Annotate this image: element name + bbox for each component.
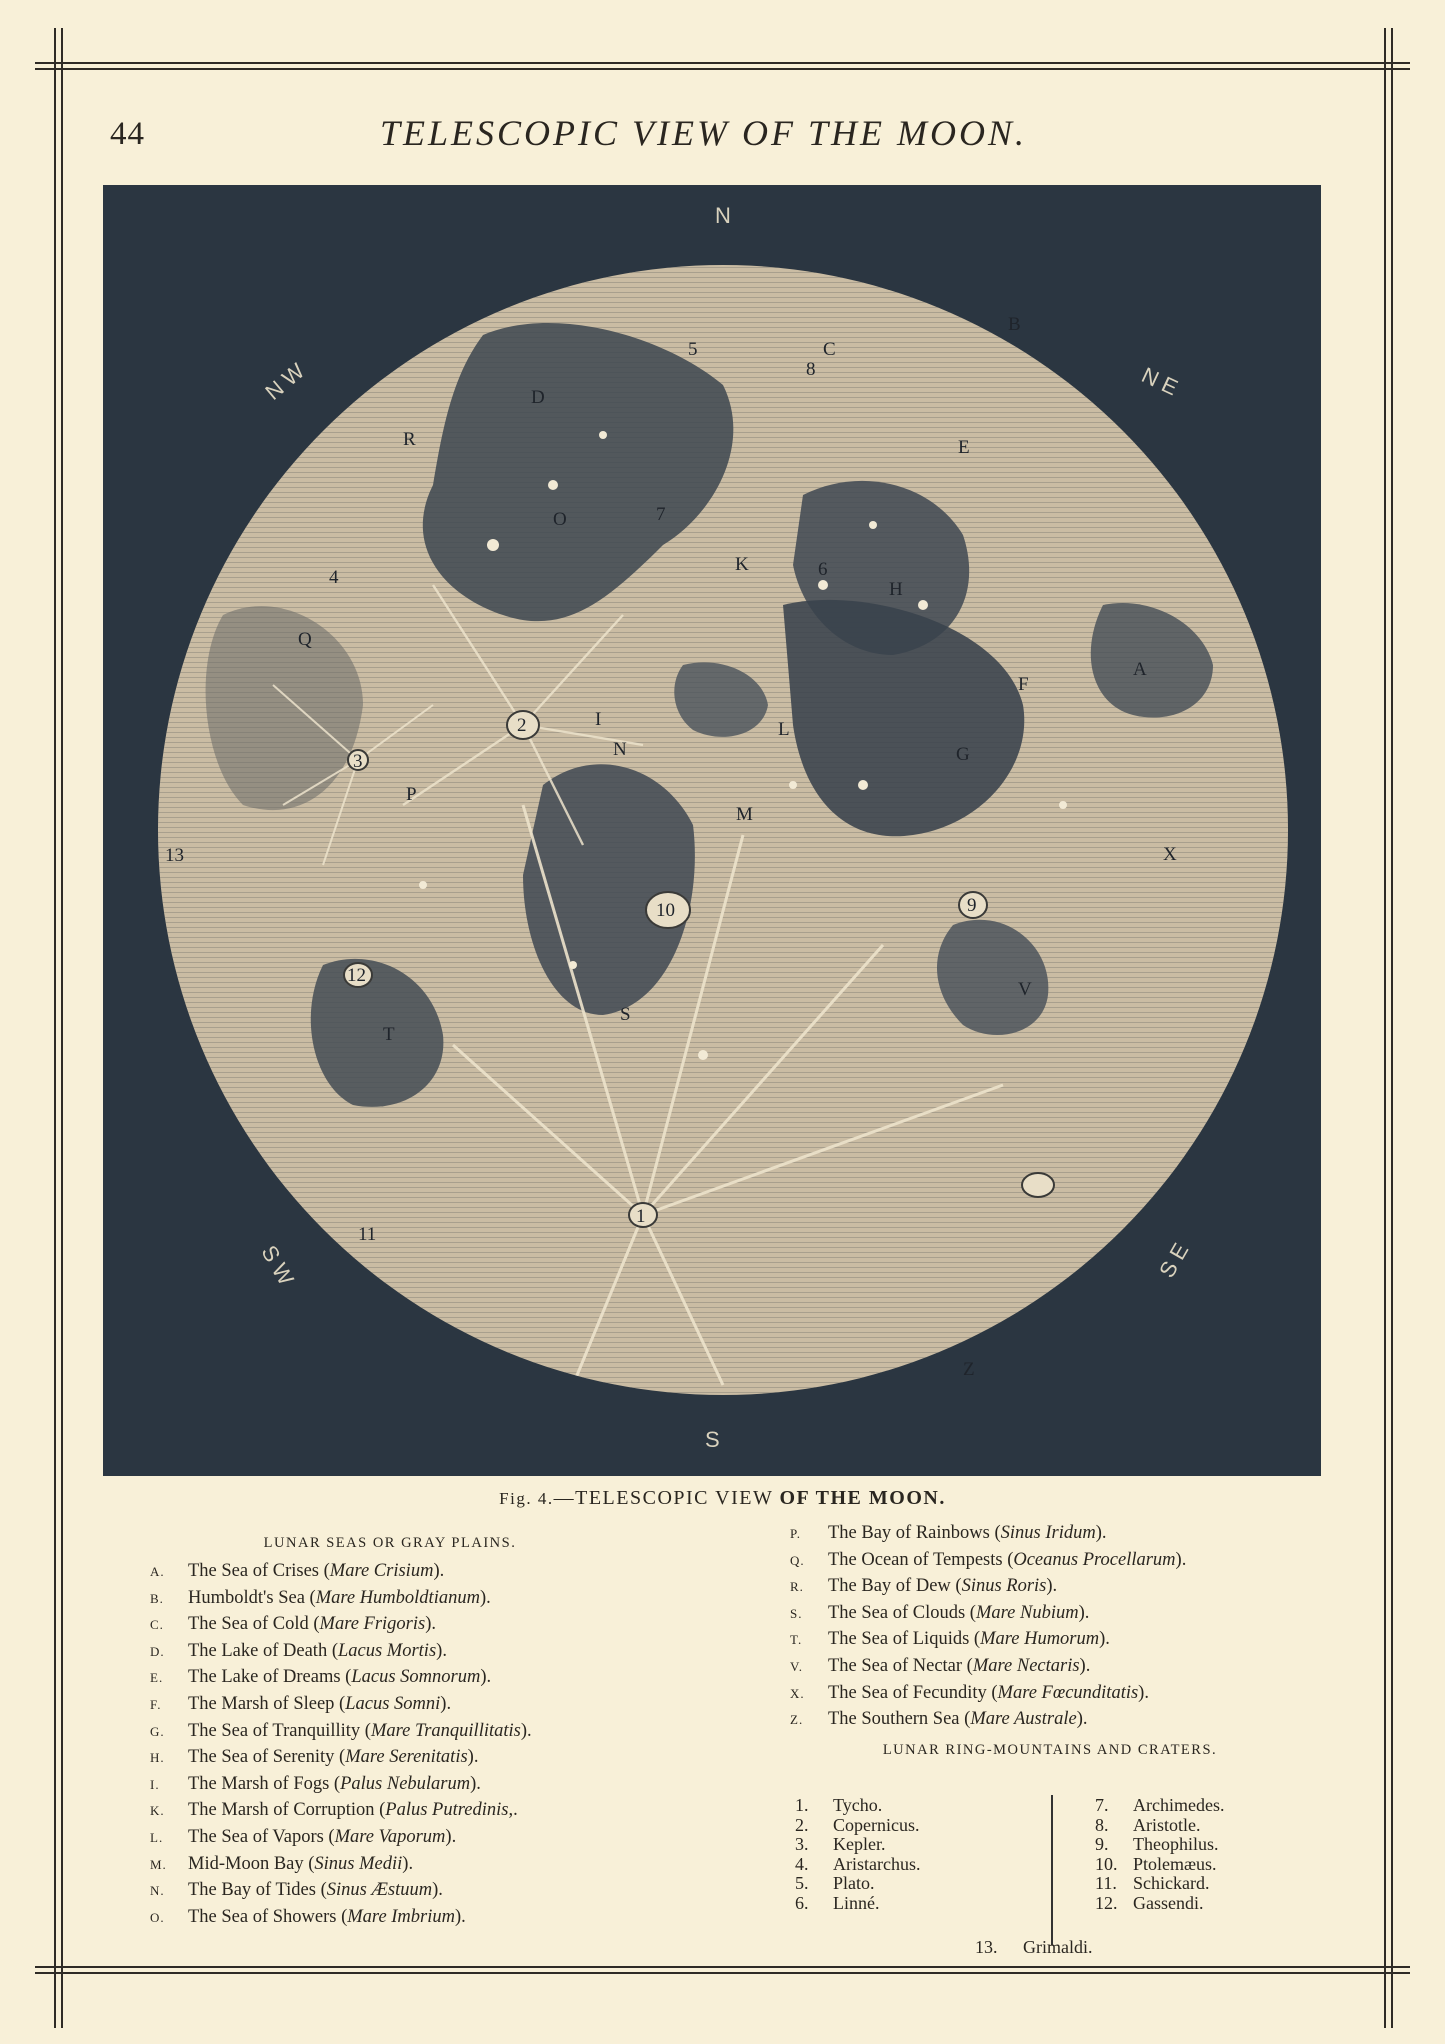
label-E: E [958, 437, 970, 458]
crater-number: 9. [1095, 1834, 1109, 1855]
label-P: P [406, 784, 417, 805]
crater-entry-13 [975, 1937, 1093, 1958]
bottom-border-rule-inner [35, 1972, 1410, 1974]
label-4: 4 [329, 567, 339, 588]
sea-latin-name: Mare Crisium [329, 1561, 434, 1581]
sea-entry [150, 1588, 750, 1615]
craters-divider [1051, 1795, 1053, 1945]
sea-key: G. [150, 1723, 165, 1739]
sea-punctuation: ). [425, 1614, 437, 1635]
label-2: 2 [517, 715, 527, 736]
crater-name: Schickard. [1133, 1873, 1210, 1894]
crater-name: Ptolemæus. [1133, 1853, 1217, 1874]
sea-punctuation: ). [479, 1587, 491, 1608]
compass-nw: NW [260, 354, 314, 405]
sea-latin-name: Mare Vaporum [334, 1826, 446, 1847]
sea-name: The Lake of Death ( [188, 1640, 338, 1661]
sea-key: T. [790, 1632, 803, 1648]
sea-name: The Marsh of Sleep ( [188, 1693, 346, 1714]
sea-name: The Ocean of Tempests ( [828, 1549, 1014, 1570]
label-H: H [889, 579, 903, 600]
sea-latin-name: Sinus Æstuum [326, 1880, 433, 1901]
sea-entry [790, 1550, 1410, 1577]
sea-entry [150, 1641, 750, 1668]
sea-key: O. [150, 1909, 165, 1925]
sea-key: S. [790, 1605, 803, 1621]
figure-caption-text: —TELESCOPIC VIEW [553, 1487, 780, 1509]
label-3: 3 [353, 751, 363, 772]
sea-entry [790, 1683, 1410, 1710]
sea-entry [150, 1561, 750, 1588]
sea-punctuation: ). [402, 1853, 414, 1874]
label-13: 13 [165, 845, 184, 866]
crater-number: 1. [795, 1795, 809, 1815]
sea-latin-name: Mare Fœcunditatis [997, 1682, 1139, 1703]
label-M: M [736, 804, 753, 825]
sea-punctuation: ). [445, 1826, 457, 1847]
sea-name: The Sea of Liquids ( [828, 1629, 981, 1650]
sea-name: The Sea of Crises ( [188, 1561, 330, 1581]
sea-key: I. [150, 1776, 160, 1792]
sea-key: D. [150, 1643, 165, 1659]
label-N: N [613, 739, 627, 760]
sea-entry [150, 1827, 750, 1854]
craters-list [795, 1795, 1355, 1955]
sea-key: K. [150, 1803, 165, 1819]
crater-entry [795, 1893, 920, 1913]
label-11: 11 [358, 1224, 377, 1245]
label-S: S [620, 1004, 631, 1025]
sea-punctuation: ). [1175, 1549, 1187, 1570]
crater-number: 4. [795, 1853, 809, 1874]
crater-number: 2. [795, 1814, 809, 1835]
seas-column-1 [150, 1535, 750, 1933]
sea-entry [790, 1576, 1410, 1603]
crater-name: Kepler. [833, 1834, 886, 1855]
crater-entry [795, 1834, 920, 1854]
sea-entry [150, 1747, 750, 1774]
sea-punctuation: ). [1095, 1523, 1107, 1543]
sea-name: The Marsh of Corruption ( [188, 1800, 386, 1821]
sea-punctuation: ). [520, 1720, 532, 1741]
label-B: B [1008, 314, 1021, 335]
sea-key: H. [150, 1750, 165, 1766]
label-D: D [531, 387, 545, 408]
sea-latin-name: Mare Serenitatis [345, 1747, 468, 1768]
seas-heading: LUNAR SEAS OR GRAY PLAINS. [263, 1535, 517, 1551]
compass-se: SE [1154, 1233, 1197, 1282]
sea-name: The Marsh of Fogs ( [188, 1773, 341, 1794]
sea-entry [150, 1907, 750, 1934]
crater-number: 6. [795, 1892, 809, 1913]
bottom-border-rule [35, 1966, 1410, 1968]
crater-number: 10. [1095, 1853, 1118, 1874]
sea-entry [150, 1667, 750, 1694]
sea-latin-name: Mare Tranquillitatis [370, 1720, 521, 1741]
sea-latin-name: Sinus Iridum [1000, 1523, 1096, 1543]
label-9: 9 [967, 895, 977, 916]
sea-key: F. [150, 1696, 162, 1712]
left-border-rule [54, 28, 56, 2028]
crater-entry [1095, 1815, 1224, 1835]
figure-caption [0, 1487, 1445, 1510]
sea-key: M. [150, 1856, 167, 1872]
sea-key: Q. [790, 1552, 805, 1568]
figure-number: Fig. 4. [499, 1489, 554, 1508]
label-5: 5 [688, 339, 698, 360]
sea-entry [790, 1523, 1410, 1550]
label-1: 1 [636, 1206, 646, 1227]
sea-key: R. [790, 1579, 804, 1595]
sea-key: P. [790, 1526, 802, 1541]
crater-name: Plato. [833, 1873, 875, 1894]
sea-latin-name: Lacus Somnorum [351, 1667, 481, 1688]
crater-name: Aristotle. [1133, 1814, 1201, 1835]
sea-entry [790, 1656, 1410, 1683]
sea-punctuation: ). [467, 1747, 479, 1768]
sea-latin-name: Palus Nebularum [340, 1773, 471, 1794]
sea-punctuation: ). [470, 1773, 481, 1794]
sea-entry [790, 1603, 1410, 1630]
label-R: R [403, 429, 416, 450]
sea-key: V. [790, 1658, 803, 1674]
sea-entry [150, 1880, 750, 1907]
sea-punctuation: ,. [508, 1800, 518, 1821]
crater-entry [1095, 1834, 1224, 1854]
sea-latin-name: Sinus Medii [314, 1853, 403, 1874]
sea-latin-name: Mare Australe [970, 1709, 1077, 1730]
sea-latin-name: Sinus Roris [961, 1576, 1047, 1597]
sea-entry [150, 1854, 750, 1881]
label-G: G [956, 744, 970, 765]
sea-name: The Sea of Tranquillity ( [188, 1720, 371, 1741]
sea-entry [790, 1629, 1410, 1656]
label-V: V [1018, 979, 1032, 1000]
sea-latin-name: Palus Putredinis [385, 1800, 509, 1821]
label-O: O [553, 509, 567, 530]
running-head [0, 112, 1445, 158]
sea-entry [150, 1694, 750, 1721]
sea-key: E. [150, 1670, 164, 1686]
sea-name: The Sea of Clouds ( [828, 1602, 976, 1623]
sea-latin-name: Lacus Somni [345, 1693, 441, 1714]
crater-name: Linné. [833, 1892, 880, 1913]
sea-punctuation: ). [1076, 1709, 1088, 1730]
figure-caption-bold: OF THE MOON. [779, 1487, 946, 1509]
sea-key: C. [150, 1617, 164, 1633]
sea-name: Humboldt's Sea ( [188, 1587, 316, 1608]
sea-punctuation: ). [1079, 1655, 1091, 1676]
sea-key: X. [790, 1685, 805, 1701]
crater-number: 13. [975, 1937, 998, 1957]
sea-name: The Lake of Dreams ( [188, 1667, 352, 1688]
crater-number: 11. [1095, 1873, 1117, 1894]
sea-name: The Bay of Dew ( [828, 1576, 962, 1597]
sea-latin-name: Mare Nubium [975, 1602, 1079, 1623]
left-border-rule-inner [61, 28, 63, 2028]
compass-sw: SW [256, 1240, 302, 1295]
sea-key: A. [150, 1564, 165, 1579]
sea-key: N. [150, 1883, 165, 1899]
crater-name: Archimedes. [1133, 1795, 1225, 1815]
sea-latin-name: Mare Humboldtianum [315, 1587, 480, 1608]
label-10: 10 [656, 900, 675, 921]
sea-punctuation: ). [432, 1880, 443, 1901]
crater-number: 3. [795, 1834, 809, 1855]
label-L: L [778, 719, 790, 740]
sea-name: The Sea of Cold ( [188, 1614, 320, 1635]
sea-entry [150, 1721, 750, 1748]
crater-number: 5. [795, 1873, 809, 1894]
sea-punctuation: ). [1099, 1629, 1110, 1650]
seas-column-2 [790, 1523, 1410, 1768]
sea-punctuation: ). [440, 1693, 452, 1714]
running-title: TELESCOPIC VIEW OF THE MOON. [380, 113, 1027, 153]
crater-name: Aristarchus. [833, 1853, 921, 1874]
sea-latin-name: Mare Humorum [980, 1629, 1100, 1650]
sea-key: B. [150, 1590, 164, 1606]
crater-number: 7. [1095, 1795, 1109, 1815]
sea-latin-name: Mare Imbrium [347, 1906, 455, 1927]
top-border-rule-inner [35, 68, 1410, 70]
label-6: 6 [818, 559, 828, 580]
crater-name: Grimaldi. [1023, 1937, 1093, 1957]
sea-punctuation: ). [480, 1667, 492, 1688]
sea-name: The Sea of Vapors ( [188, 1826, 335, 1847]
sea-name: Mid-Moon Bay ( [188, 1853, 315, 1874]
sea-name: The Sea of Serenity ( [188, 1747, 346, 1768]
crater-entry [1095, 1873, 1224, 1893]
sea-latin-name: Oceanus Procellarum [1013, 1549, 1176, 1570]
sea-name: The Bay of Rainbows ( [828, 1523, 1001, 1543]
sea-name: The Bay of Tides ( [188, 1880, 327, 1901]
sea-entry [150, 1614, 750, 1641]
label-Z: Z [963, 1359, 975, 1380]
label-C: C [823, 339, 836, 360]
crater-number: 12. [1095, 1892, 1118, 1913]
label-T: T [383, 1024, 395, 1045]
sea-key: L. [150, 1829, 164, 1845]
label-X: X [1163, 844, 1177, 865]
compass-s: S [705, 1427, 726, 1452]
label-7: 7 [656, 504, 666, 525]
crater-entry [795, 1873, 920, 1893]
compass-ne: NE [1137, 362, 1188, 403]
sea-name: The Sea of Nectar ( [828, 1655, 973, 1676]
sea-name: The Sea of Fecundity ( [828, 1682, 998, 1703]
crater-number: 8. [1095, 1814, 1109, 1835]
sea-punctuation: ). [455, 1906, 466, 1927]
crater-name: Tycho. [833, 1795, 883, 1815]
crater-entry [1095, 1854, 1224, 1874]
label-A: A [1133, 659, 1147, 680]
compass-n: N [715, 203, 737, 228]
crater-entry [795, 1815, 920, 1835]
sea-entry [150, 1774, 750, 1801]
sea-entry [150, 1800, 750, 1827]
sea-key: Z. [790, 1712, 804, 1728]
sea-latin-name: Lacus Mortis [337, 1640, 437, 1661]
crater-entry [1095, 1893, 1224, 1913]
sea-name: The Sea of Showers ( [188, 1906, 348, 1927]
sea-latin-name: Mare Frigoris [319, 1614, 426, 1635]
label-12: 12 [347, 965, 366, 986]
page-number: 44 [110, 116, 145, 152]
sea-punctuation: ). [1046, 1576, 1058, 1597]
label-I: I [595, 709, 602, 730]
top-border-rule [35, 62, 1410, 64]
label-Q: Q [298, 629, 312, 650]
sea-name: The Southern Sea ( [828, 1709, 971, 1730]
craters-heading: LUNAR RING-MOUNTAINS AND CRATERS. [882, 1741, 1218, 1758]
moon-plate [103, 185, 1321, 1476]
label-F: F [1018, 674, 1029, 695]
sea-punctuation: ). [436, 1640, 447, 1661]
label-8: 8 [806, 359, 816, 380]
sea-punctuation: ). [433, 1561, 445, 1581]
crater-entry [795, 1795, 920, 1815]
sea-latin-name: Mare Nectaris [972, 1655, 1080, 1676]
crater-entry [795, 1854, 920, 1874]
crater-entry [1095, 1795, 1224, 1815]
crater-name: Theophilus. [1133, 1834, 1219, 1855]
label-K: K [735, 554, 749, 575]
sea-entry [790, 1709, 1410, 1736]
sea-punctuation: ). [1078, 1602, 1090, 1623]
sea-punctuation: ). [1138, 1682, 1149, 1703]
crater-name: Gassendi. [1133, 1892, 1204, 1913]
crater-name: Copernicus. [833, 1814, 920, 1835]
